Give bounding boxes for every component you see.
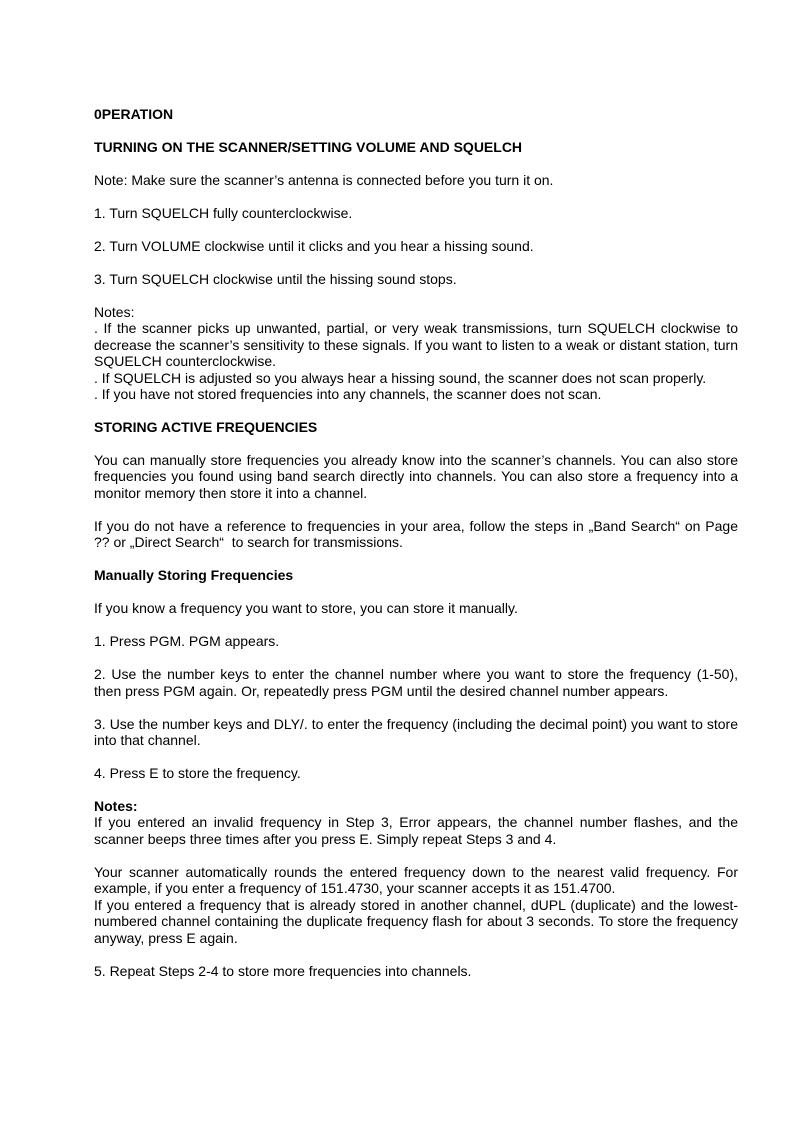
step-channel-number: 2. Use the number keys to enter the channel number where you want to store the frequency (1-50), then press PGM again. Or, repeatedly press PGM until the desired channel number appears. bbox=[94, 666, 738, 699]
step-squelch-counterclockwise: 1. Turn SQUELCH fully counterclockwise. bbox=[94, 205, 353, 221]
heading-turning-on-scanner: TURNING ON THE SCANNER/SETTING VOLUME AND SQUELCH bbox=[94, 139, 523, 155]
notes-rounding-block bbox=[94, 864, 738, 946]
note-item-hissing: . If SQUELCH is adjusted so you always hear a hissing sound, the scanner does not scan properly. bbox=[94, 369, 707, 386]
heading-storing-active-frequencies: STORING ACTIVE FREQUENCIES bbox=[94, 419, 318, 436]
notes-invalid-label: Notes: bbox=[94, 798, 138, 815]
para-duplicate-frequency: If you entered a frequency that is already stored in another channel, dUPL (duplicate) and the lowest-numbered channel containing the duplicate frequency flash for about 3 seconds. To store the frequency anyway, press E again. bbox=[94, 896, 738, 946]
note-item-no-frequencies: . If you have not stored frequencies into any channels, the scanner does not scan. bbox=[94, 386, 602, 403]
para-rounds-frequency: Your scanner automatically rounds the entered frequency down to the nearest valid frequency. For example, if you enter a frequency of 151.4730, your scanner accepts it as 151.4700. bbox=[94, 863, 738, 897]
heading-manually-storing: Manually Storing Frequencies bbox=[94, 567, 294, 584]
heading-operation: 0PERATION bbox=[94, 106, 174, 122]
para-no-reference: If you do not have a reference to frequencies in your area, follow the steps in „Band Search“ on Page ?? or „Direct Search“ to search for transmissions. bbox=[94, 517, 738, 551]
note-item-sensitivity: . If the scanner picks up unwanted, partial, or very weak transmissions, turn SQUELCH clockwise to decrease the scanner’s sensitivity to these signals. If you want to listen to a weak or distant station, turn SQUELCH counterclockwise. bbox=[94, 320, 738, 370]
notes-squelch-label: Notes: bbox=[94, 304, 135, 320]
step-press-pgm: 1. Press PGM. PGM appears. bbox=[94, 633, 280, 650]
step-volume-clockwise: 2. Turn VOLUME clockwise until it clicks and you hear a hissing sound. bbox=[94, 238, 534, 254]
para-storing-intro: You can manually store frequencies you already know into the scanner’s channels. You can also store frequencies you found using band search directly into channels. You can also store a frequency into a monitor memory then store it into a channel. bbox=[94, 452, 738, 501]
para-invalid-frequency: If you entered an invalid frequency in Step 3, Error appears, the channel number flashes, and the scanner beeps three times after you press E. Simply repeat Steps 3 and 4. bbox=[94, 814, 738, 847]
step-repeat: 5. Repeat Steps 2-4 to store more frequencies into channels. bbox=[94, 962, 472, 979]
para-note-antenna: Note: Make sure the scanner’s antenna is connected before you turn it on. bbox=[94, 172, 554, 188]
step-enter-frequency: 3. Use the number keys and DLY/. to enter the frequency (including the decimal point) you want to store into that channel. bbox=[94, 715, 738, 749]
step-press-e: 4. Press E to store the frequency. bbox=[94, 765, 301, 782]
notes-squelch-block bbox=[94, 304, 738, 402]
step-squelch-clockwise: 3. Turn SQUELCH clockwise until the hissing sound stops. bbox=[94, 271, 457, 287]
para-store-manually: If you know a frequency you want to store, you can store it manually. bbox=[94, 600, 518, 617]
notes-invalid-block bbox=[94, 798, 738, 847]
